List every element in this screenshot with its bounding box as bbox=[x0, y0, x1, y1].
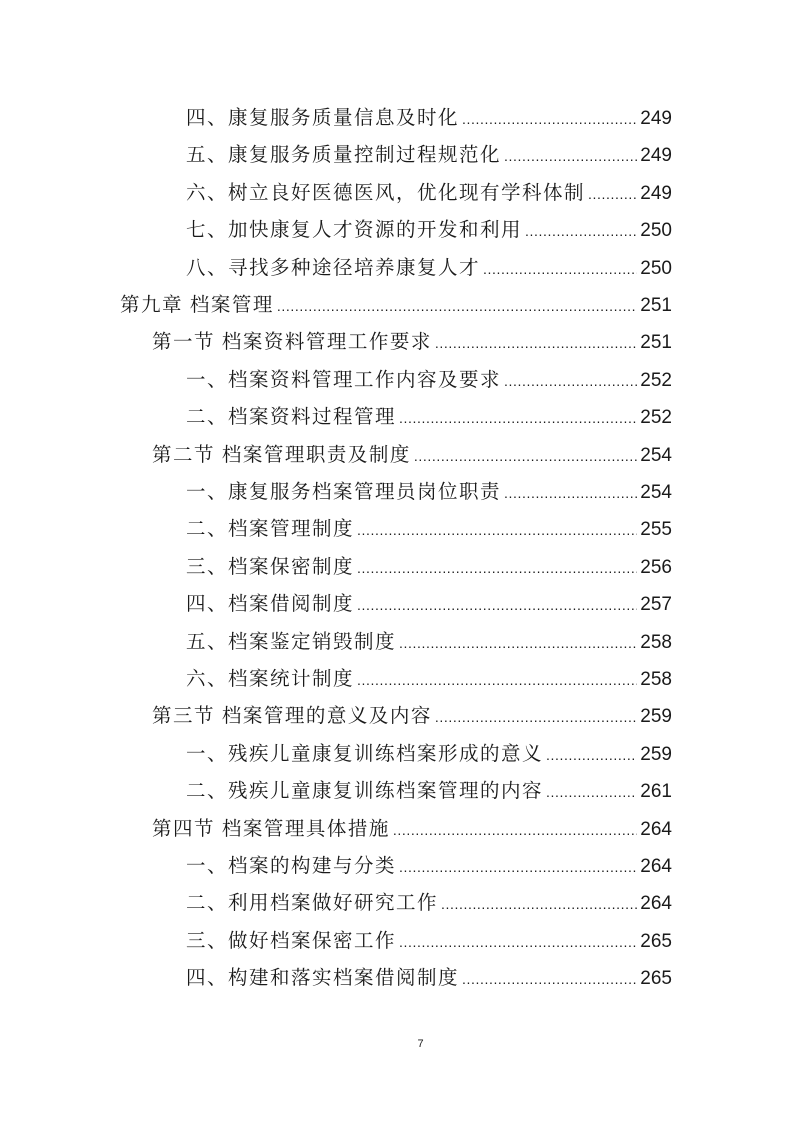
toc-entry-title: 一、康复服务档案管理员岗位职责 bbox=[186, 481, 502, 503]
toc-entry-title: 一、残疾儿童康复训练档案形成的意义 bbox=[186, 742, 544, 765]
toc-entry-page: 257 bbox=[640, 594, 672, 616]
toc-item-entry[interactable] bbox=[186, 736, 672, 773]
toc-item-entry[interactable] bbox=[186, 586, 672, 623]
toc-item-entry[interactable] bbox=[186, 624, 672, 661]
dot-leader bbox=[504, 363, 637, 400]
toc-section-entry[interactable] bbox=[152, 811, 672, 848]
toc-entry-title: 一、档案资料管理工作内容及要求 bbox=[186, 368, 502, 391]
toc-entry-title: 五、康复服务质量控制过程规范化 bbox=[186, 144, 502, 167]
toc-entry-page: 249 bbox=[640, 182, 672, 204]
dot-leader bbox=[462, 101, 637, 138]
toc-entry-title: 六、树立良好医德医风，优化现有学科体制 bbox=[186, 181, 586, 204]
toc-entry-page: 258 bbox=[640, 669, 672, 690]
toc-entry-page: 265 bbox=[640, 968, 672, 990]
toc-entry-page: 258 bbox=[640, 631, 672, 653]
toc-entry-page: 252 bbox=[640, 407, 672, 429]
toc-entry-page: 249 bbox=[640, 145, 672, 167]
dot-leader bbox=[414, 438, 637, 475]
dot-leader bbox=[588, 176, 637, 213]
toc-entry-title: 二、利用档案做好研究工作 bbox=[186, 892, 439, 915]
toc-entry-page: 259 bbox=[640, 743, 672, 765]
toc-entry-page: 259 bbox=[640, 706, 672, 728]
dot-leader bbox=[399, 849, 637, 886]
toc-entry-title: 二、残疾儿童康复训练档案管理的内容 bbox=[186, 780, 544, 803]
toc-entry-title: 一、档案的构建与分类 bbox=[186, 855, 397, 877]
toc-entry-title: 第二节 档案管理职责及制度 bbox=[152, 443, 411, 466]
dot-leader bbox=[399, 625, 637, 662]
toc-item-entry[interactable] bbox=[186, 773, 672, 810]
dot-leader bbox=[393, 812, 637, 849]
toc-item-entry[interactable] bbox=[186, 474, 672, 511]
dot-leader bbox=[504, 138, 637, 175]
dot-leader bbox=[357, 550, 637, 587]
toc-entry-page: 254 bbox=[640, 482, 672, 503]
dot-leader bbox=[441, 886, 637, 923]
toc-item-entry[interactable] bbox=[186, 399, 672, 436]
toc-entry-page: 264 bbox=[640, 856, 672, 877]
toc-entry-title: 第三节 档案管理的意义及内容 bbox=[152, 705, 432, 728]
toc-entry-title: 三、档案保密制度 bbox=[186, 555, 355, 578]
toc-entry-title: 四、构建和落实档案借阅制度 bbox=[186, 967, 460, 990]
dot-leader bbox=[399, 924, 637, 961]
toc-item-entry[interactable] bbox=[186, 511, 672, 548]
toc-entry-title: 八、寻找多种途径培养康复人才 bbox=[186, 256, 481, 279]
toc-entry-title: 六、档案统计制度 bbox=[186, 668, 355, 690]
toc-entry-page: 264 bbox=[640, 818, 672, 840]
dot-leader bbox=[435, 699, 637, 736]
toc-entry-page: 264 bbox=[640, 893, 672, 915]
toc-item-entry[interactable] bbox=[186, 250, 672, 287]
toc-entry-page: 255 bbox=[640, 519, 672, 541]
toc-entry-title: 三、做好档案保密工作 bbox=[186, 929, 397, 952]
dot-leader bbox=[483, 251, 637, 288]
toc-entry-page: 251 bbox=[640, 332, 672, 354]
toc-entry-title: 二、档案资料过程管理 bbox=[186, 406, 397, 429]
dot-leader bbox=[546, 737, 637, 774]
dot-leader bbox=[357, 662, 637, 699]
dot-leader bbox=[357, 512, 637, 549]
toc-item-entry[interactable] bbox=[186, 175, 672, 212]
dot-leader bbox=[546, 774, 637, 811]
toc-entry-title: 四、康复服务质量信息及时化 bbox=[186, 107, 460, 129]
dot-leader bbox=[357, 587, 637, 624]
dot-leader bbox=[435, 325, 637, 362]
toc-item-entry[interactable] bbox=[186, 362, 672, 399]
toc-item-entry[interactable] bbox=[186, 848, 672, 885]
toc-entry-page: 256 bbox=[640, 556, 672, 578]
toc-item-entry[interactable] bbox=[186, 960, 672, 997]
toc-item-entry[interactable] bbox=[186, 549, 672, 586]
toc-entry-page: 250 bbox=[640, 220, 672, 242]
toc-item-entry[interactable] bbox=[186, 923, 672, 960]
dot-leader bbox=[525, 213, 637, 250]
toc-entry-title: 第四节 档案管理具体措施 bbox=[152, 817, 390, 840]
dot-leader bbox=[504, 475, 637, 512]
toc-entry-page: 250 bbox=[640, 257, 672, 279]
toc-item-entry[interactable] bbox=[186, 100, 672, 137]
dot-leader bbox=[399, 400, 637, 437]
toc-entry-page: 261 bbox=[640, 781, 672, 803]
dot-leader bbox=[277, 288, 637, 325]
toc-entry-page: 252 bbox=[640, 369, 672, 391]
toc-entry-page: 254 bbox=[640, 444, 672, 466]
toc-entry-title: 五、档案鉴定销毁制度 bbox=[186, 630, 397, 653]
dot-leader bbox=[462, 961, 637, 998]
toc-item-entry[interactable] bbox=[186, 661, 672, 698]
toc-section-entry[interactable] bbox=[152, 324, 672, 361]
toc-item-entry[interactable] bbox=[186, 885, 672, 922]
toc-section-entry[interactable] bbox=[152, 698, 672, 735]
page-number: 7 bbox=[417, 1038, 424, 1050]
toc-item-entry[interactable] bbox=[186, 137, 672, 174]
toc-section-entry[interactable] bbox=[152, 437, 672, 474]
toc-entry-page: 265 bbox=[640, 930, 672, 952]
toc-entry-title: 第九章 档案管理 bbox=[120, 294, 274, 316]
toc-chapter-entry[interactable] bbox=[120, 287, 672, 324]
toc-entry-page: 249 bbox=[640, 108, 672, 129]
toc-entry-title: 二、档案管理制度 bbox=[186, 518, 355, 541]
toc-entry-title: 七、加快康复人才资源的开发和利用 bbox=[186, 219, 523, 242]
toc-entry-title: 四、档案借阅制度 bbox=[186, 593, 355, 616]
toc-entry-title: 第一节 档案资料管理工作要求 bbox=[152, 331, 432, 354]
toc-entry-page: 251 bbox=[640, 295, 672, 316]
toc-item-entry[interactable] bbox=[186, 212, 672, 249]
